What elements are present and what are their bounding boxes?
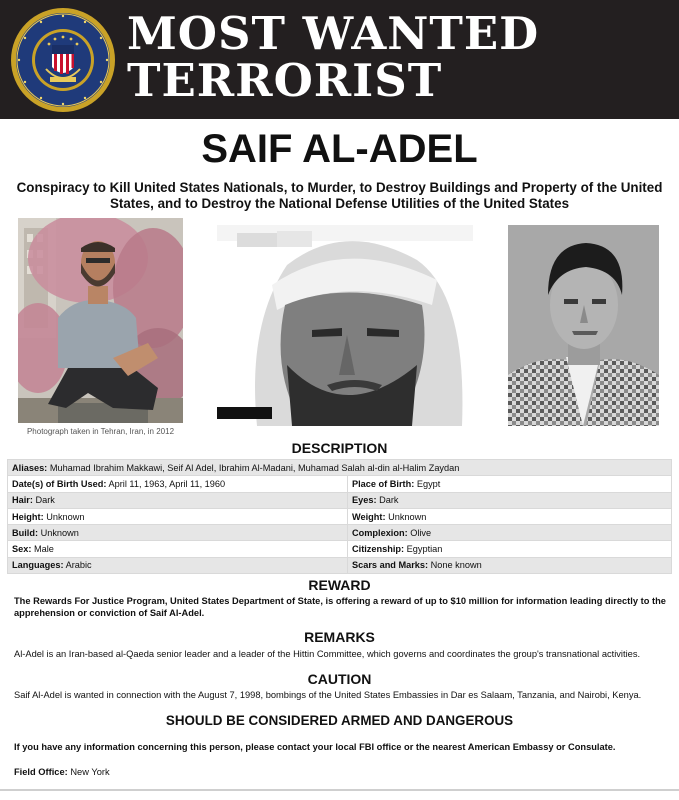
build-label: Build: <box>12 527 39 538</box>
armed-warning: SHOULD BE CONSIDERED ARMED AND DANGEROUS <box>165 713 514 728</box>
complexion-label: Complexion: <box>352 527 408 538</box>
remarks-text: Al-Adel is an Iran-based al-Qaeda senior leader and a leader of the Hittin Committee, which governs and coordinates the group's transnational activities. <box>14 649 641 659</box>
build-value: Unknown <box>40 527 79 538</box>
eyes-label: Eyes: <box>352 495 377 506</box>
height-cell <box>8 508 348 524</box>
hair-label: Hair: <box>12 495 33 506</box>
header-banner <box>0 0 679 119</box>
table-row <box>8 508 672 524</box>
photo-portrait <box>508 225 659 426</box>
languages-value: Arabic <box>65 560 92 571</box>
subject-name: SAIF AL-ADEL <box>201 127 478 171</box>
languages-label: Languages: <box>12 560 64 571</box>
sex-cell <box>8 541 348 557</box>
birthplace-label: Place of Birth: <box>352 478 415 489</box>
table-row <box>8 476 672 492</box>
fbi-seal-icon <box>10 7 116 113</box>
birthplace-cell <box>348 476 672 492</box>
citizenship-value: Egyptian <box>406 544 443 555</box>
build-cell <box>8 525 348 541</box>
sex-label: Sex: <box>12 544 32 555</box>
banner-title-line2: TERRORIST <box>127 54 443 107</box>
weight-label: Weight: <box>352 511 386 522</box>
aliases-value: Muhamad Ibrahim Makkawi, Seif Al Adel, Ibrahim Al-Madani, Muhamad Salah al-din al-Halim Zaydan <box>49 462 460 473</box>
field-office <box>14 767 669 779</box>
description-table <box>7 459 672 574</box>
description-title: DESCRIPTION <box>291 440 388 456</box>
table-row <box>8 525 672 541</box>
table-row <box>8 557 672 573</box>
reward-text: The Rewards For Justice Program, United States Department of State, is offering a reward of up to $10 million for information leading directly to the apprehension or conviction of Saif Al-Adel. <box>14 596 666 618</box>
hair-value: Dark <box>35 495 55 506</box>
banner-title <box>127 7 540 107</box>
scars-value: None known <box>430 560 482 571</box>
aliases-label: Aliases: <box>12 462 48 473</box>
remarks-title: REMARKS <box>304 629 375 645</box>
field-office-label: Field Office: <box>14 767 68 777</box>
scars-cell <box>348 557 672 573</box>
dob-cell <box>8 476 348 492</box>
table-row <box>8 492 672 508</box>
weight-cell <box>348 508 672 524</box>
photo-headwrap <box>217 225 473 426</box>
field-office-value: New York <box>70 767 110 777</box>
citizenship-cell <box>348 541 672 557</box>
hair-cell <box>8 492 348 508</box>
charge-text: Conspiracy to Kill United States Nationals, to Murder, to Destroy Buildings and Property of the United States, and to Destroy the National Defense Utilities of the United States <box>16 180 663 211</box>
complexion-value: Olive <box>410 527 432 538</box>
table-row <box>8 541 672 557</box>
citizenship-label: Citizenship: <box>352 544 405 555</box>
table-row <box>8 460 672 476</box>
weight-value: Unknown <box>388 511 427 522</box>
sex-value: Male <box>33 544 54 555</box>
caution-text: Saif Al-Adel is wanted in connection with the August 7, 1998, bombings of the United States Embassies in Dar es Salaam, Tanzania, and Nairobi, Kenya. <box>14 690 642 700</box>
aliases-cell <box>8 460 672 476</box>
bottom-divider <box>0 789 679 791</box>
contact-text: If you have any information concerning this person, please contact your local FBI office or the nearest American Embassy or Consulate. <box>14 742 616 752</box>
languages-cell <box>8 557 348 573</box>
dob-label: Date(s) of Birth Used: <box>12 478 107 489</box>
eyes-cell <box>348 492 672 508</box>
dob-value: April 11, 1963, April 11, 1960 <box>108 478 226 489</box>
eyes-value: Dark <box>379 495 399 506</box>
height-label: Height: <box>12 511 44 522</box>
caution-title: CAUTION <box>307 671 372 687</box>
height-value: Unknown <box>46 511 85 522</box>
reward-title: REWARD <box>308 577 371 593</box>
scars-label: Scars and Marks: <box>352 560 429 571</box>
birthplace-value: Egypt <box>416 478 441 489</box>
complexion-cell <box>348 525 672 541</box>
photo-tehran <box>18 218 183 423</box>
photo-caption: Photograph taken in Tehran, Iran, in 2012 <box>26 427 175 436</box>
banner-title-line1: MOST WANTED <box>127 7 540 60</box>
